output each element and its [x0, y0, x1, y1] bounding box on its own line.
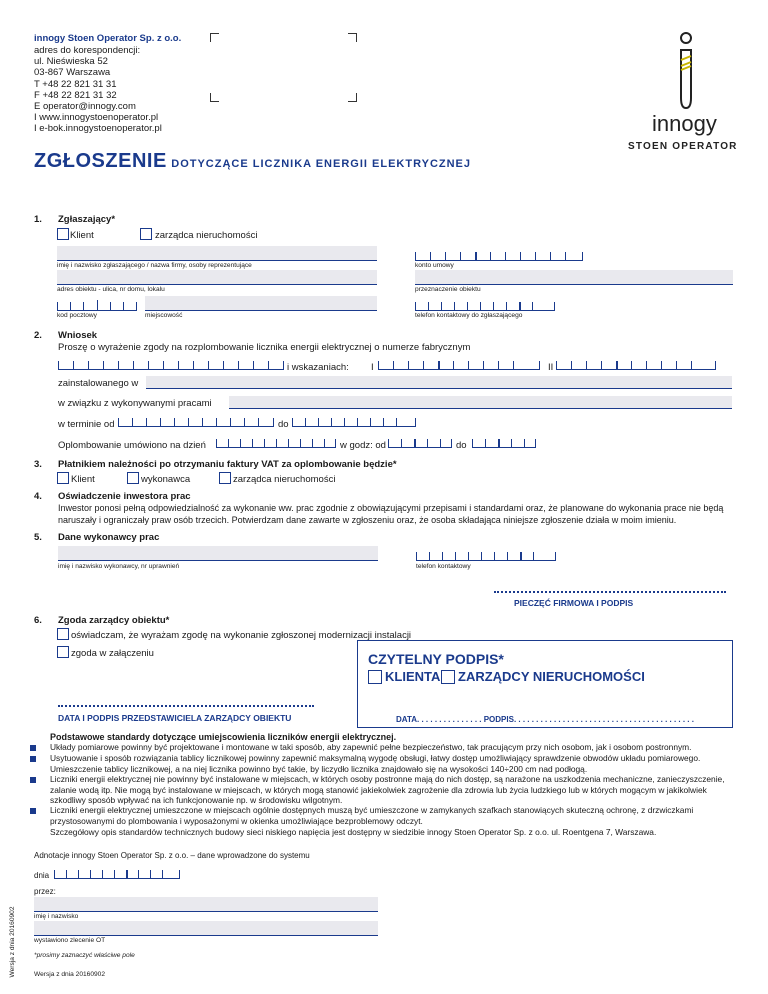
date-label: dnia: [34, 871, 50, 880]
standards-item: Układy pomiarowe powinny być projektowane i montowane w taki sposób, aby zapewnić pełne bezpieczeństwo, tak pracującym przy nich osobom, jak i osobom postronnym.: [50, 742, 692, 752]
standards-item: Liczniki energii elektrycznej umieszczone w miejscach ogólnie dostępnych muszą być umieszczone w zamykanych szafkach stanowiących skuteczną ochronę, z drzwiczkami przystosowanymi do plombowania i wyposażonymi w okienka umożliwiające bezproblemowy odczyt.: [50, 805, 694, 826]
option-label: zarządca nieruchomości: [233, 474, 336, 485]
date-from-comb-field[interactable]: [118, 418, 274, 427]
section-title: Oświadczenie inwestora prac: [58, 491, 191, 502]
section-number: 5.: [34, 532, 42, 543]
address-line: I e-bok.innogystoenoperator.pl: [34, 123, 162, 135]
footnote: *prosimy zaznaczyć właściwe pole: [34, 952, 135, 959]
page-title: [34, 150, 471, 173]
option-label: KLIENTA: [385, 669, 441, 684]
signature-label: DATA I PODPIS PRZEDSTAWICIELA ZARZĄDCY OBIEKTU: [58, 713, 292, 723]
option-label: ZARZĄDCY NIERUCHOMOŚCI: [458, 669, 645, 684]
reading-one-comb-field[interactable]: [378, 361, 540, 370]
city-field[interactable]: [145, 296, 377, 311]
option-label: zgoda w załączeniu: [71, 648, 154, 659]
logo-mark-icon: [668, 30, 704, 112]
section-number: 6.: [34, 615, 42, 626]
window-corner: [348, 33, 357, 42]
field-label: imię i nazwisko zgłaszającego / nazwa firmy, osoby reprezentujące: [57, 262, 252, 269]
address-field[interactable]: [57, 270, 377, 285]
installed-in-label: zainstalowanego w: [58, 378, 139, 389]
hour-to-label: do: [456, 440, 467, 451]
date-from-label: w terminie od: [58, 419, 115, 430]
address-line: adres do korespondencji:: [34, 45, 141, 56]
postcode-comb-field[interactable]: [57, 302, 137, 311]
checkbox-sign-klient[interactable]: [368, 670, 382, 684]
field-label: imię i nazwisko wykonawcy, nr uprawnień: [58, 563, 180, 570]
window-corner: [210, 33, 219, 42]
option-label: wykonawca: [141, 474, 191, 485]
checkbox-zarzadca[interactable]: [140, 228, 152, 240]
signature-box-title: CZYTELNY PODPIS*: [368, 651, 504, 667]
reading-two-comb-field[interactable]: [556, 361, 716, 370]
address-line: ul. Nieświeska 52: [34, 56, 108, 68]
title-main: ZGŁOSZENIE: [34, 150, 167, 172]
side-version-label: Wersja z dnia 20160902: [9, 906, 16, 978]
address-line: F +48 22 821 31 32: [34, 89, 117, 101]
standards-item: Liczniki energii elektrycznej nie powinny być instalowane w miejscach, w których osoby postronne mają do nich dostęp, są narażone na uszkodzenia mechaniczne, zanieczyszczenie, zalanie wodą itp. Nie mogą być instalowane w miejscach, w których mogą stanowić jakiekolwiek zagrożenie dla zdrowia lub życia ludzkiego lub w których mogącym w jakikolwiek szkodliwy sposób wpływać na ich funkcjonowanie np. w środowisku wilgotnym.: [50, 774, 725, 806]
logo-subtitle: STOEN OPERATOR: [628, 141, 738, 152]
date-to-label: do: [278, 419, 289, 430]
name-field[interactable]: [57, 246, 377, 261]
stamp-dotted-line: [494, 591, 726, 593]
field-label: telefon kontaktowy: [416, 563, 471, 570]
version-label: Wersja z dnia 20160902: [34, 971, 105, 978]
title-sub: DOTYCZĄCE LICZNIKA ENERGII ELEKTRYCZNEJ: [171, 158, 472, 170]
field-label: konto umowy: [415, 262, 454, 269]
seal-date-comb-field[interactable]: [216, 439, 336, 448]
bullet-icon: [30, 777, 36, 783]
window-corner: [210, 93, 219, 102]
signature-box-footer: DATA. . . . . . . . . . . . . . . PODPIS. . . . . . . . . . . . . . . . . . . . . . . . . . . . . . . . . . . . . . . . .: [396, 715, 694, 724]
checkbox-klient[interactable]: [57, 228, 69, 240]
bullet-icon: [30, 745, 36, 751]
konto-comb-field[interactable]: [415, 252, 583, 261]
field-label: przeznaczenie obiektu: [415, 286, 481, 293]
address-line: T +48 22 821 31 31: [34, 78, 117, 90]
logo-text: innogy: [652, 111, 717, 136]
section-title: Zgoda zarządcy obiektu*: [58, 615, 170, 626]
serial-comb-field[interactable]: [58, 361, 284, 370]
stamp-label: PIECZĘĆ FIRMOWA I PODPIS: [514, 598, 634, 608]
works-field[interactable]: [229, 396, 732, 409]
field-label: adres obiektu - ulica, nr domu, lokalu: [57, 286, 165, 293]
annotation-title: Adnotacje innogy Stoen Operator Sp. z o.o. – dane wprowadzone do systemu: [34, 851, 310, 860]
request-text: Proszę o wyrażenie zgody na rozplombowanie licznika energii elektrycznej o numerze fabrycznym: [58, 342, 471, 353]
tariff-one-label: I: [371, 362, 374, 373]
innogy-logo: [668, 30, 704, 117]
section-number: 2.: [34, 330, 42, 341]
investor-statement: Inwestor ponosi pełną odpowiedzialność za wykonanie ww. prac zgodnie z obowiązującymi przepisami i standardami oraz, że planowane do wykonania prace nie będą naruszały i ograniczały praw osób trzecich. Potwierdzam dane zawarte w zgłoszeniu oraz, że osoba składająca niniejsze zgłoszenie działa w moim imieniu.: [58, 503, 724, 525]
hour-from-comb-field[interactable]: [388, 439, 452, 448]
section-title: Zgłaszający*: [58, 214, 116, 225]
section-title: Dane wykonawcy prac: [58, 532, 160, 543]
section-number: 1.: [34, 214, 42, 225]
hour-from-label: w godz: od: [340, 440, 386, 451]
seal-date-label: Oplombowanie umówiono na dzień: [58, 440, 206, 451]
window-corner: [348, 93, 357, 102]
checkbox-consent[interactable]: [57, 628, 69, 640]
by-label: przez:: [34, 887, 56, 896]
standards-title: Podstawowe standardy dotyczące umiejscowienia liczników energii elektrycznej.: [50, 732, 397, 742]
checkbox-payer-klient[interactable]: [57, 472, 69, 484]
readings-label: i wskazaniach:: [287, 362, 349, 373]
checkbox-payer-wykonawca[interactable]: [127, 472, 139, 484]
section-title: Wniosek: [58, 330, 98, 341]
checkbox-sign-zarzadca[interactable]: [441, 670, 455, 684]
option-label: Klient: [71, 474, 95, 485]
field-label: imię i nazwisko: [34, 913, 79, 920]
hour-to-comb-field[interactable]: [472, 439, 536, 448]
company-name: innogy Stoen Operator Sp. z o.o.: [34, 33, 182, 44]
bullet-icon: [30, 808, 36, 814]
address-line: I www.innogystoenoperator.pl: [34, 112, 159, 124]
installed-in-field[interactable]: [146, 376, 732, 389]
standards-item: Usytuowanie i sposób rozwiązania tablicy licznikowej powinny zapewnić maksymalną wygodę obsługi, łatwy dostęp umożliwiający sprawdzenie obwodów układu pomiarowego. Umieszczenie tablicy licznikowej, a na niej licznika powinno być takie, by liczydło licznika znajdowało się na wysokości 140÷200 cm nad podłogą.: [50, 753, 701, 774]
purpose-field[interactable]: [415, 270, 733, 285]
address-line: E operator@innogy.com: [34, 101, 136, 113]
signature-box: [357, 640, 733, 728]
bullet-icon: [30, 756, 36, 762]
option-label: oświadczam, że wyrażam zgodę na wykonanie zgłoszonej modernizacji instalacji: [71, 630, 412, 641]
field-label: kod pocztowy: [57, 312, 97, 319]
address-block: [34, 45, 162, 135]
annotation-date-comb-field[interactable]: [54, 870, 180, 879]
annotator-name-field[interactable]: [34, 897, 378, 912]
ot-order-field[interactable]: [34, 921, 378, 936]
date-to-comb-field[interactable]: [292, 418, 416, 427]
section-title: Płatnikiem należności po otrzymaniu faktury VAT za oplombowanie będzie*: [58, 459, 397, 470]
field-label: telefon kontaktowy do zgłaszającego: [415, 312, 523, 319]
standards-note: Szczegółowy opis standardów technicznych budowy sieci niskiego napięcia jest dostępny w siedzibie innogy Stoen Operator Sp. z o.o. ul. Roentgena 7, Warszawa.: [50, 827, 657, 837]
option-label: zarządca nieruchomości: [155, 230, 258, 241]
address-line: 03-867 Warszawa: [34, 67, 111, 79]
checkbox-payer-zarzadca[interactable]: [219, 472, 231, 484]
checkbox-consent-attached[interactable]: [57, 646, 69, 658]
signature-dotted-line: [58, 705, 314, 707]
contractor-name-field[interactable]: [58, 546, 378, 561]
field-label: miejscowość: [145, 312, 183, 319]
section-number: 3.: [34, 459, 42, 470]
contractor-phone-comb-field[interactable]: [416, 552, 556, 561]
works-label: w związku z wykonywanymi pracami: [58, 398, 212, 409]
field-label: wystawiono zlecenie OT: [34, 937, 106, 944]
section-number: 4.: [34, 491, 42, 502]
option-label: Klient: [70, 230, 94, 241]
tariff-two-label: II: [548, 362, 554, 373]
phone-comb-field[interactable]: [415, 302, 555, 311]
